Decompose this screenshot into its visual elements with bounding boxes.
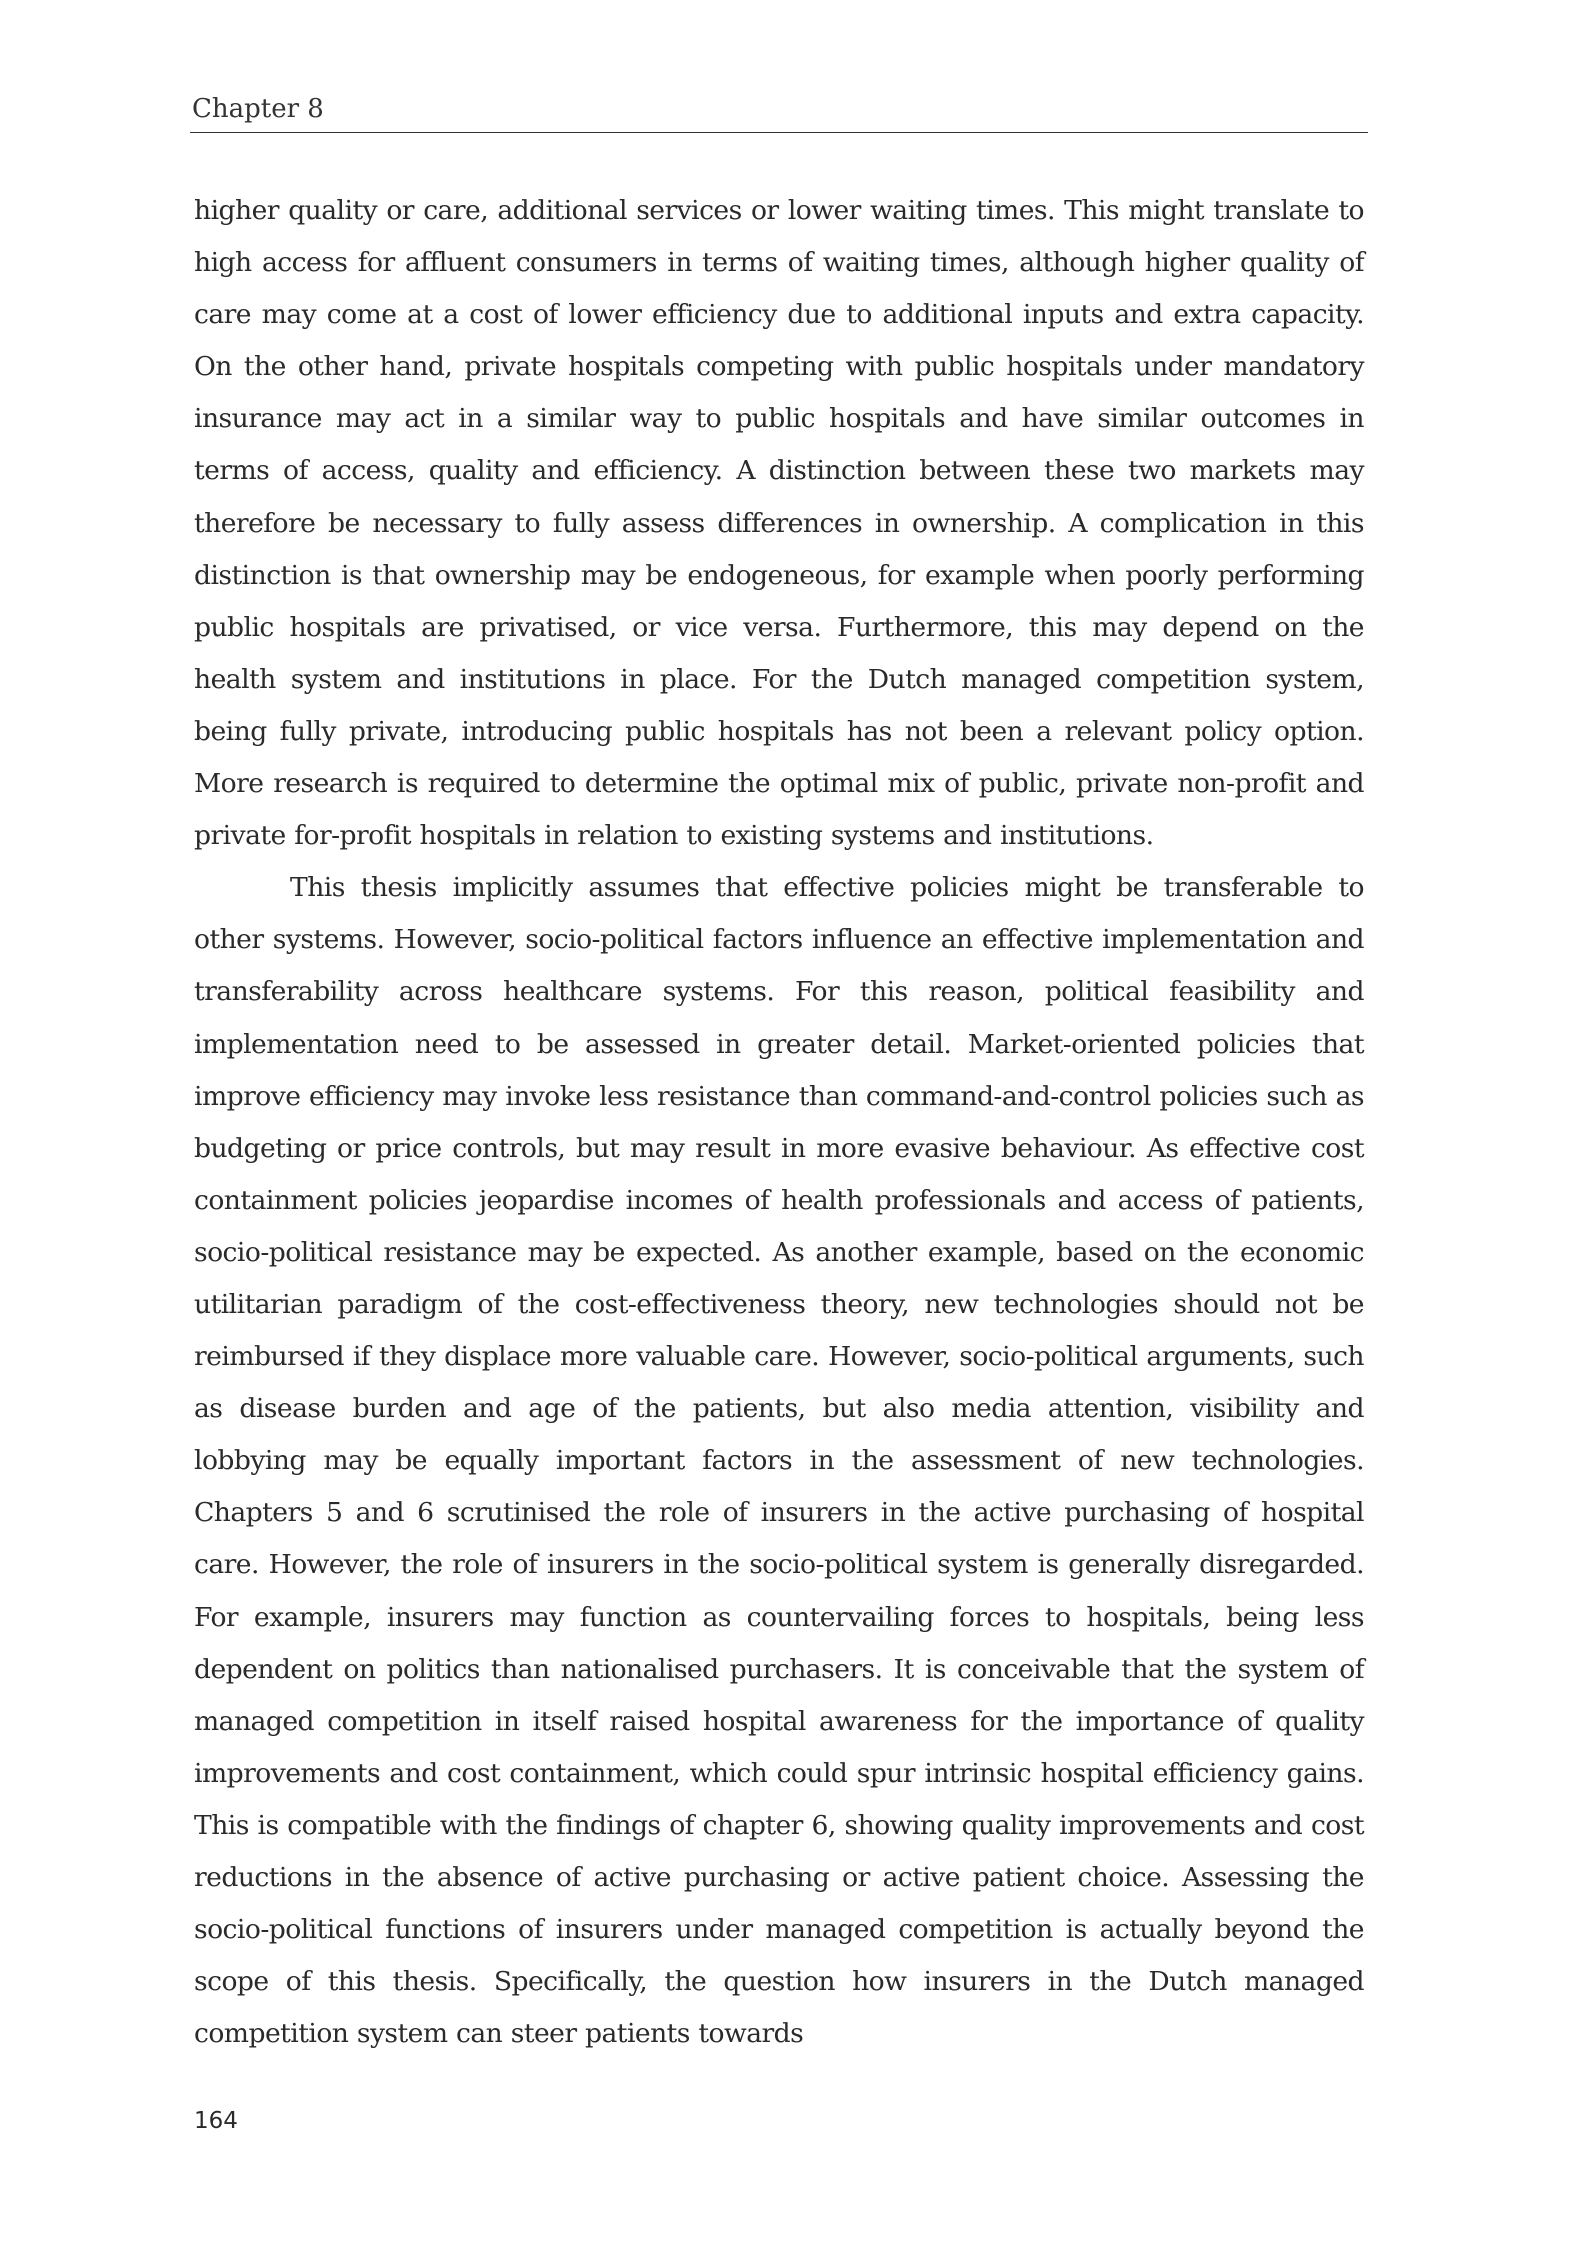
- page-number: 164: [194, 2108, 238, 2134]
- paragraph-1: higher quality or care, additional services or lower waiting times. This might translate to high access for affluent consumers in terms of waiting times, although higher quality of care may come at a cost of lower efficiency due to additional inputs and extra capacity. On the other hand, private hospitals competing with public hospitals under mandatory insurance may act in a similar way to public hospitals and have similar outcomes in terms of access, quality and efficiency. A distinction between these two markets may therefore be necessary to fully assess differences in ownership. A complication in this distinction is that ownership may be endogeneous, for example when poorly performing public hospitals are privatised, or vice versa. Furthermore, this may depend on the health system and institutions in place. For the Dutch managed competition system, being fully private, introducing public hospitals has not been a relevant policy option. More research is required to determine the optimal mix of public, private non-profit and private for-profit hospitals in relation to existing systems and institutions.: [194, 195, 1364, 852]
- paragraph-2: This thesis implicitly assumes that effective policies might be transferable to other systems. However, socio-political factors influence an effective implementation and transferability across healthcare systems. For this reason, political feasibility and implementation need to be assessed in greater detail. Market-oriented policies that improve efficiency may invoke less resistance than command-and-control policies such as budgeting or price controls, but may result in more evasive behaviour. As effective cost containment policies jeopardise incomes of health professionals and access of patients, socio-political resistance may be expected. As another example, based on the economic utilitarian paradigm of the cost-effectiveness theory, new technologies should not be reimbursed if they displace more valuable care. However, socio-political arguments, such as disease burden and age of the patients, but also media attention, visibility and lobbying may be equally important factors in the assessment of new technologies. Chapters 5 and 6 scrutinised the role of insurers in the active purchasing of hospital care. However, the role of insurers in the socio-political system is generally disregarded. For example, insurers may function as countervailing forces to hospitals, being less dependent on politics than nationalised purchasers. It is conceivable that the system of managed competition in itself raised hospital awareness for the importance of quality improvements and cost containment, which could spur intrinsic hospital efficiency gains. This is compatible with the findings of chapter 6, showing quality improvements and cost reductions in the absence of active purchasing or active patient choice. Assessing the socio-political functions of insurers under managed competition is actually beyond the scope of this thesis. Specifically, the question how insurers in the Dutch managed competition system can steer patients towards: [194, 872, 1364, 2050]
- chapter-label: Chapter 8: [192, 94, 324, 124]
- running-header: [190, 92, 1368, 133]
- body-text: [194, 185, 1364, 2060]
